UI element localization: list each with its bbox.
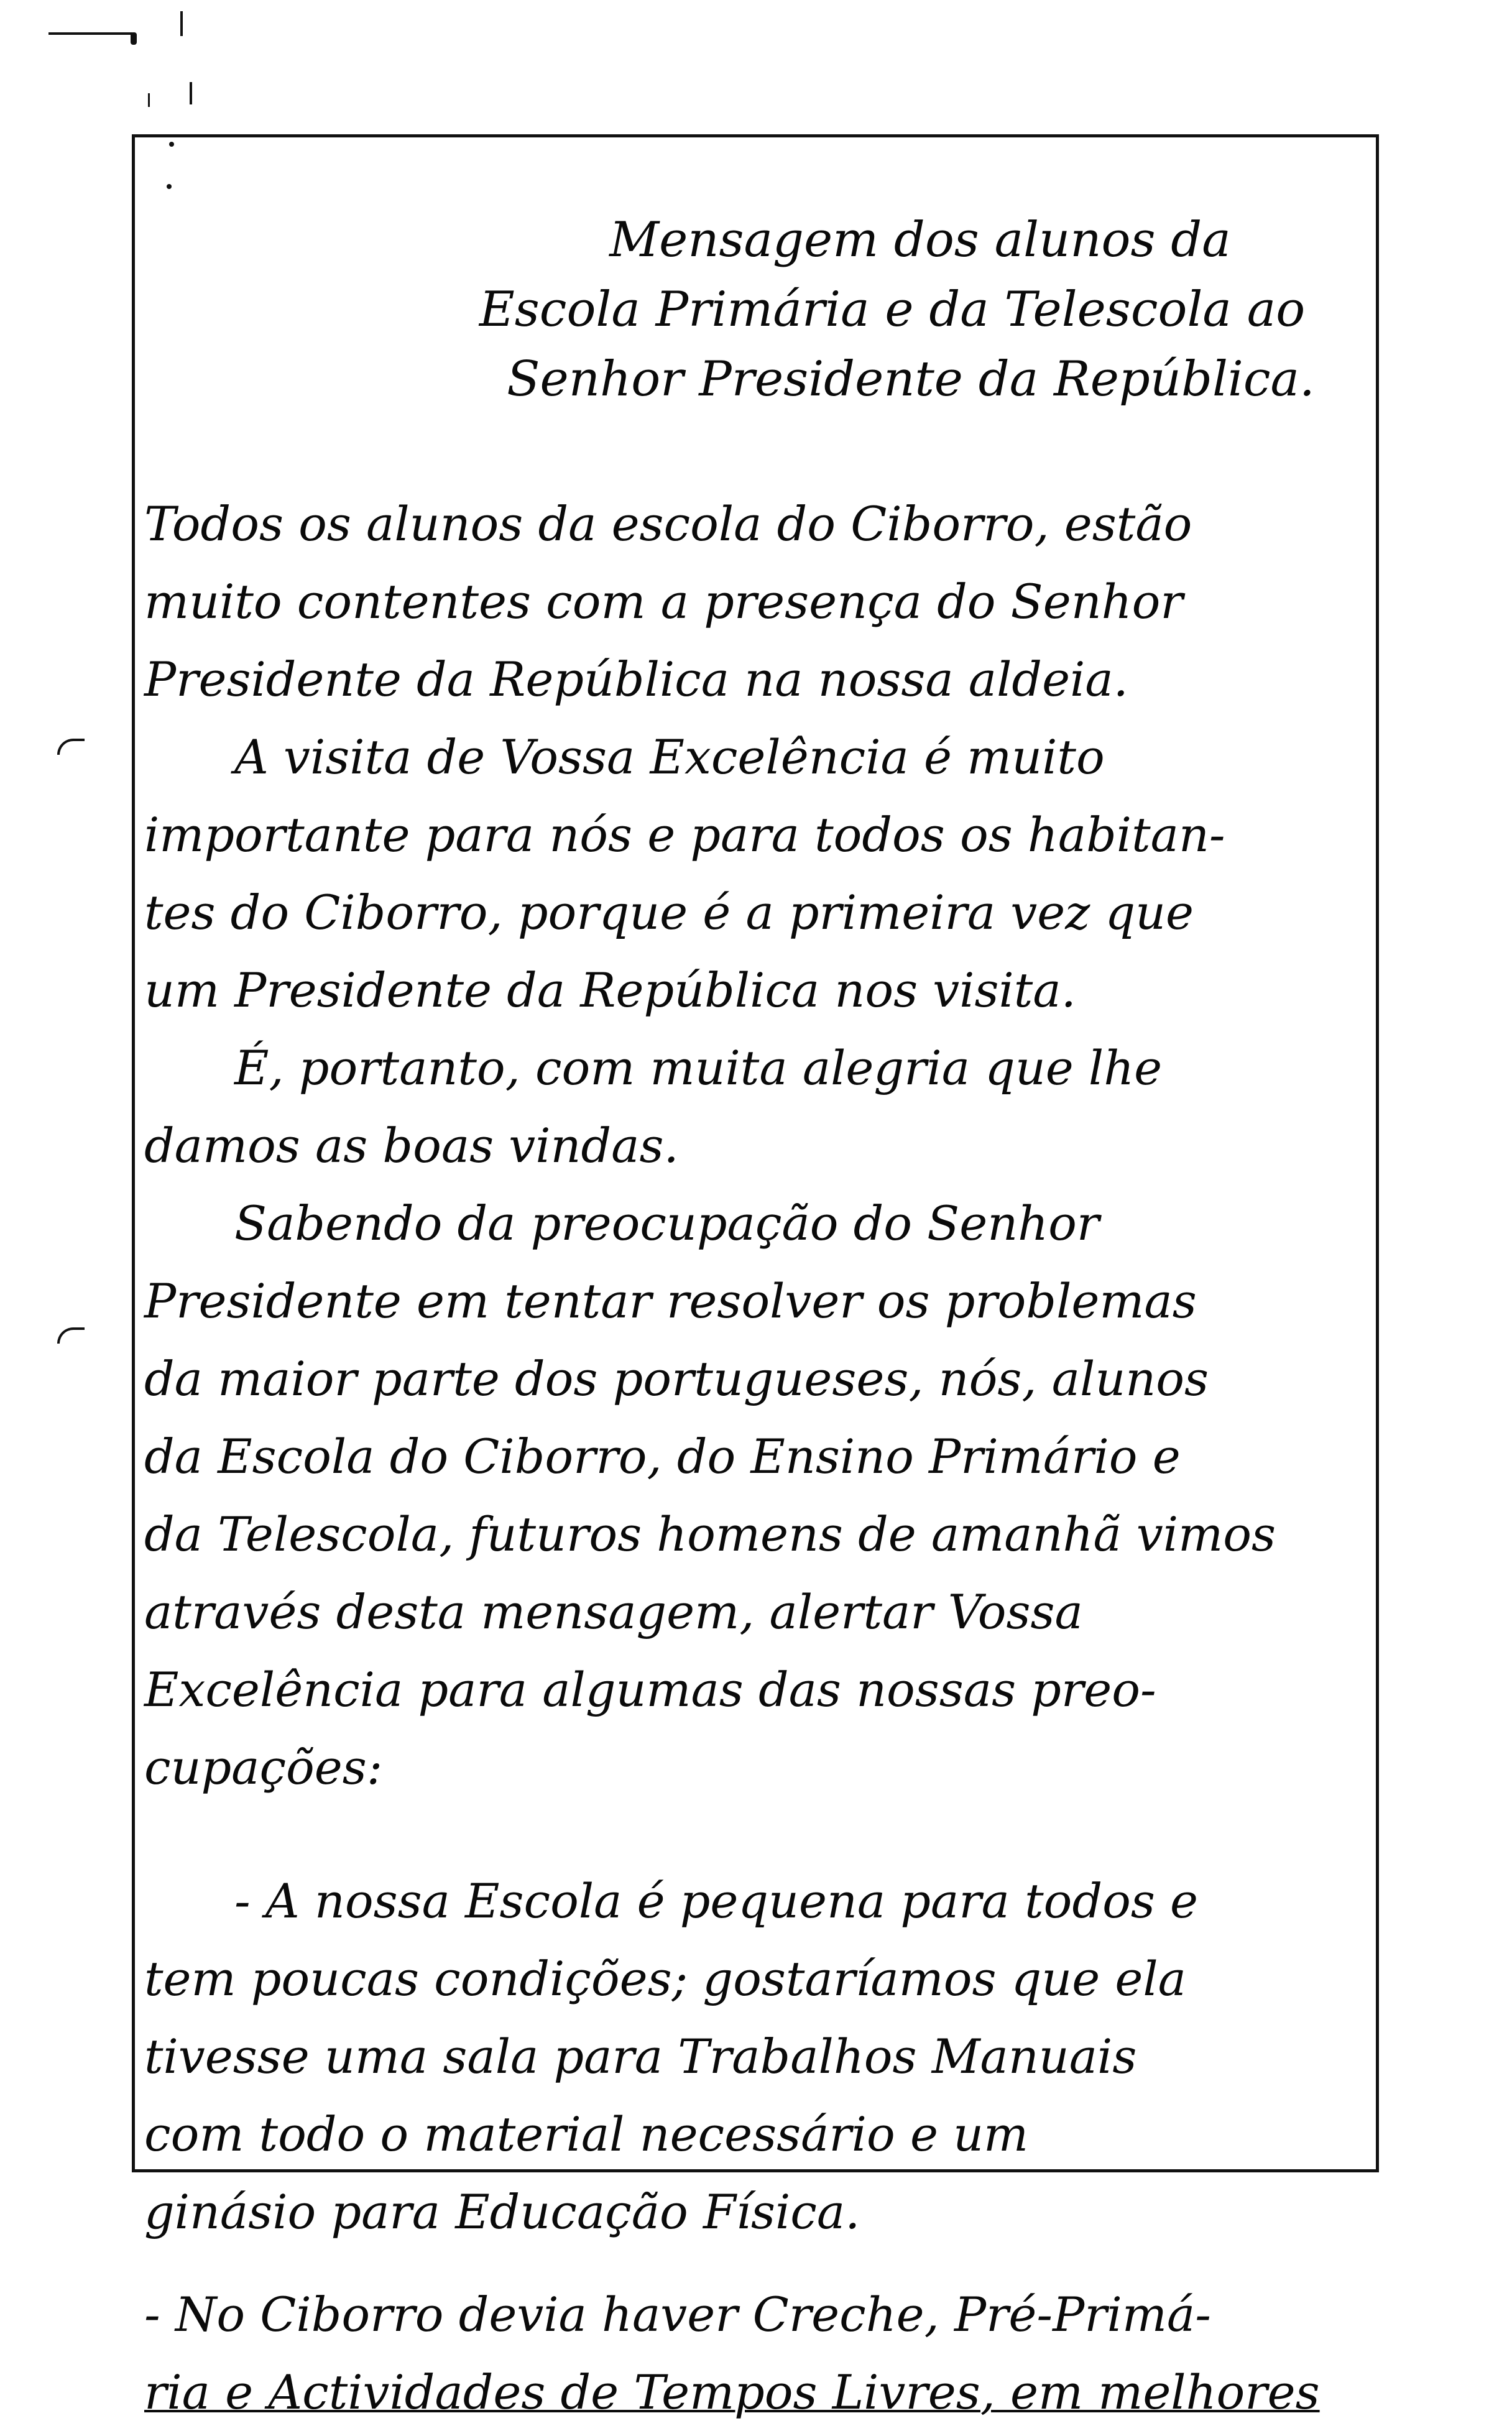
text-line: Presidente em tentar resolver os problemas (144, 1273, 1197, 1329)
scan-dot (167, 184, 172, 189)
text-line: ginásio para Educação Física. (144, 2184, 860, 2240)
text-line: da maior parte dos portugueses, nós, alunos (144, 1351, 1209, 1406)
text-line: Excelência para algumas das nossas preo- (144, 1662, 1156, 1717)
text-line: da Telescola, futuros homens de amanhã vimos (144, 1506, 1276, 1562)
title-line: Senhor Presidente da República. (507, 351, 1315, 407)
punch-hole-mark (57, 739, 85, 755)
text-line: importante para nós e para todos os habitan- (144, 807, 1225, 862)
text-line: cupações: (144, 1740, 383, 1795)
punch-hole-mark (57, 1327, 85, 1344)
text-line: tivesse uma sala para Trabalhos Manuais (144, 2029, 1137, 2084)
paragraph-2 (144, 718, 1381, 1029)
scan-mark (190, 82, 192, 104)
text-line: um Presidente da República nos visita. (144, 962, 1076, 1018)
text-line: damos as boas vindas. (144, 1118, 679, 1173)
text-line: Todos os alunos da escola do Ciborro, estão (144, 496, 1192, 551)
scan-mark (180, 11, 183, 36)
scan-mark (48, 32, 132, 35)
title-line: Escola Primária e da Telescola ao (479, 282, 1306, 338)
text-line: Sabendo da preocupação do Senhor (234, 1196, 1100, 1251)
letter-title (435, 205, 1368, 414)
paragraph-gap (144, 2251, 1381, 2276)
text-line: com todo o material necessário e um (144, 2106, 1029, 2162)
text-line: tem poucas condições; gostaríamos que ela (144, 1951, 1186, 2006)
text-line: A visita de Vossa Excelência é muito (234, 729, 1105, 785)
paragraph-3 (144, 1029, 1381, 1184)
paragraph-6 (144, 2276, 1381, 2431)
title-line: Mensagem dos alunos da (609, 212, 1231, 268)
text-line: tes do Ciborro, porque é a primeira vez que (144, 885, 1194, 940)
text-line: - No Ciborro devia haver Creche, Pré-Primá- (144, 2287, 1211, 2342)
text-line: através desta mensagem, alertar Vossa (144, 1584, 1083, 1640)
text-line: Presidente da República na nossa aldeia. (144, 652, 1128, 707)
letter-body (144, 485, 1381, 2431)
text-line: - A nossa Escola é pequena para todos e (234, 1873, 1198, 1929)
paragraph-5 (144, 1862, 1381, 2251)
text-line: da Escola do Ciborro, do Ensino Primário e (144, 1429, 1181, 1484)
scan-mark (131, 32, 137, 45)
text-line: muito contentes com a presença do Senhor (144, 574, 1183, 629)
scan-dot (169, 142, 174, 147)
scan-mark (148, 93, 150, 107)
paragraph-gap (144, 1806, 1381, 1862)
text-line: É, portanto, com muita alegria que lhe (234, 1040, 1163, 1096)
paragraph-4 (144, 1184, 1381, 1806)
paragraph-1 (144, 485, 1381, 718)
text-line: ria e Actividades de Tempos Livres, em melhores (144, 2364, 1320, 2420)
